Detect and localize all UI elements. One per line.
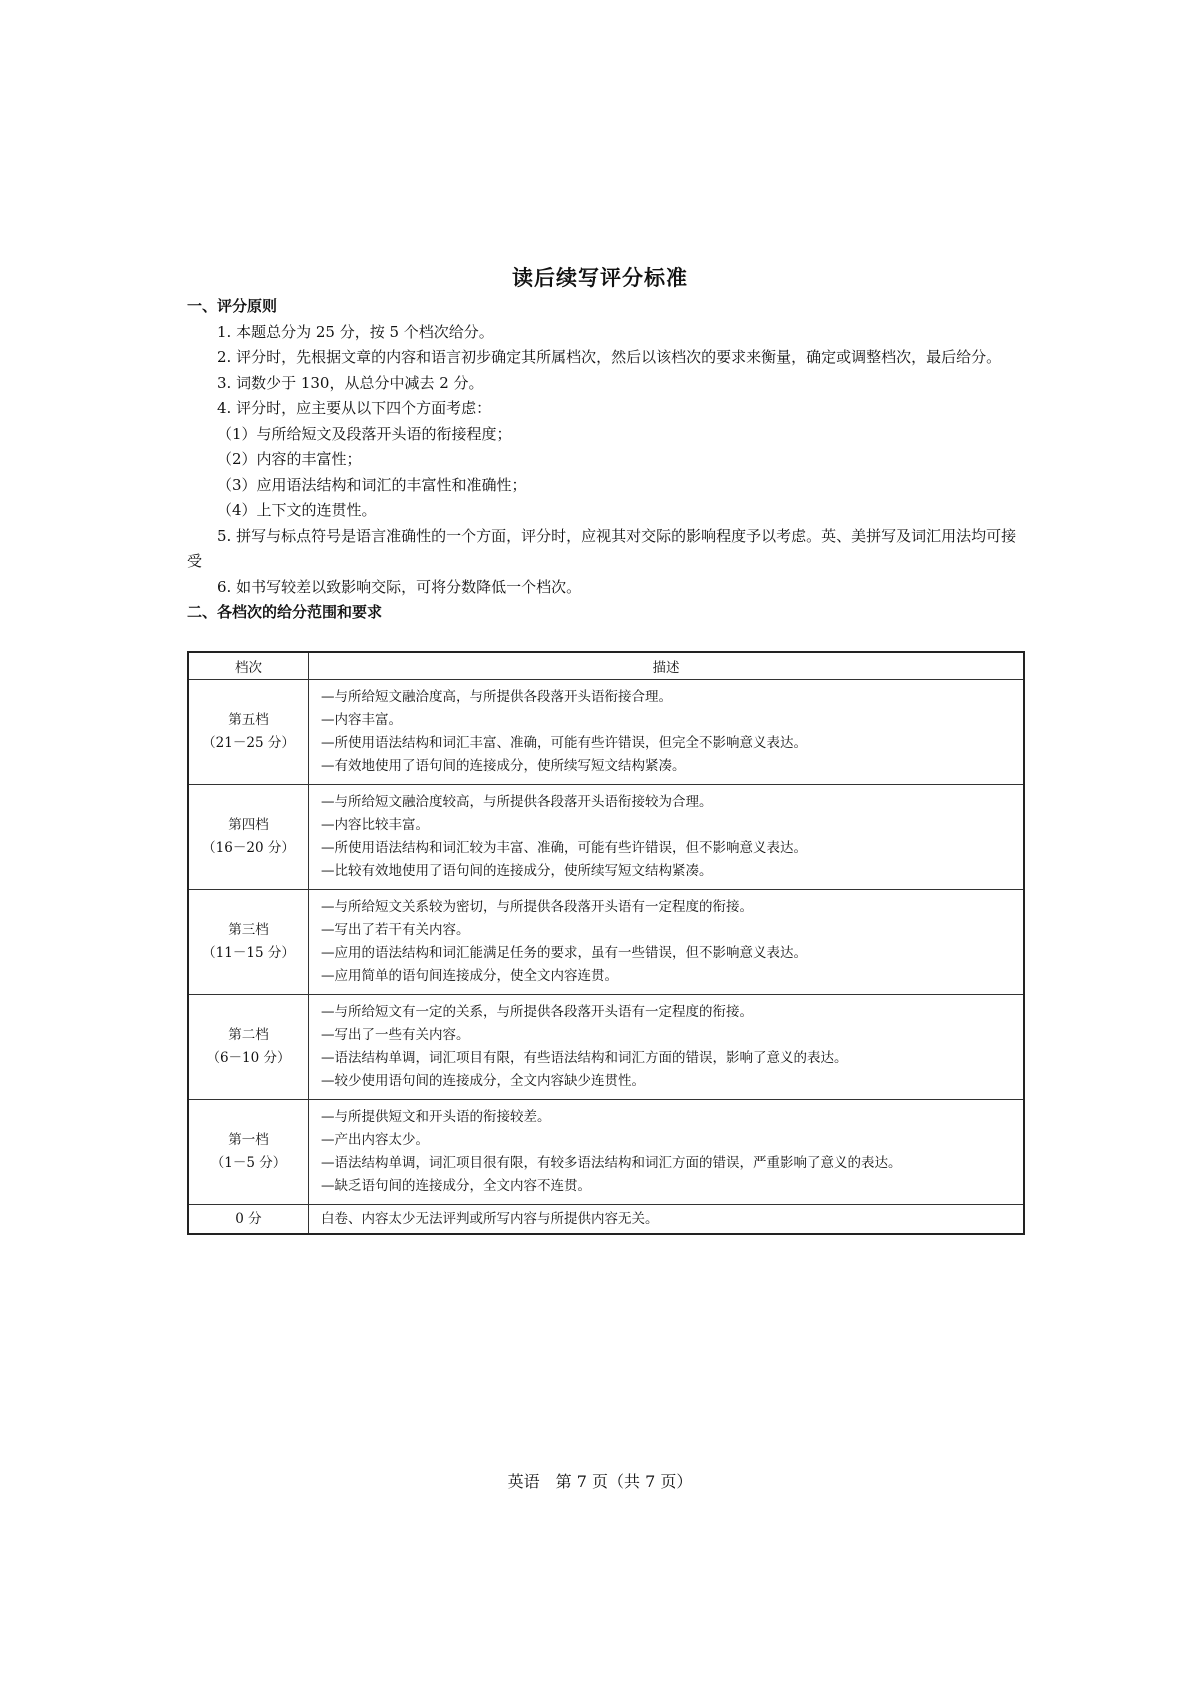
level-cell bbox=[188, 890, 309, 995]
level-range: （11－15 分） bbox=[202, 945, 295, 961]
principle-4-item-1: （1）与所给短文及段落开头语的衔接程度； bbox=[217, 424, 512, 443]
description-line: —写出了若干有关内容。 bbox=[321, 922, 470, 938]
description-line: —与所给短文融洽度高，与所提供各段落开头语衔接合理。 bbox=[321, 689, 672, 705]
level-name: 第二档 bbox=[228, 1027, 269, 1043]
principle-3: 3. 词数少于 130，从总分中减去 2 分。 bbox=[217, 373, 484, 392]
description-line: —与所给短文有一定的关系，与所提供各段落开头语有一定程度的衔接。 bbox=[321, 1004, 753, 1020]
principle-4-item-2: （2）内容的丰富性； bbox=[217, 450, 362, 468]
level-name-zero: 0 分 bbox=[188, 1205, 309, 1235]
level-cell bbox=[188, 785, 309, 890]
description-cell bbox=[309, 890, 1025, 995]
section-heading-levels: 二、各档次的给分范围和要求 bbox=[187, 603, 383, 621]
table-row bbox=[188, 890, 1024, 995]
level-range: （1－5 分） bbox=[210, 1155, 287, 1171]
principle-5: 5. 拼写与标点符号是语言准确性的一个方面，评分时，应视其对交际的影响程度予以考虑。英、美拼写及词汇用法均可接受 bbox=[187, 526, 1017, 570]
principle-1: 1. 本题总分为 25 分，按 5 个档次给分。 bbox=[217, 322, 494, 341]
table-row bbox=[188, 785, 1024, 890]
description-cell bbox=[309, 995, 1025, 1100]
description-line: —所使用语法结构和词汇较为丰富、准确，可能有些许错误，但不影响意义表达。 bbox=[321, 840, 807, 856]
principle-4-item-3: （3）应用语法结构和词汇的丰富性和准确性； bbox=[217, 475, 527, 494]
page-footer: 英语 第 7 页（共 7 页） bbox=[507, 1472, 693, 1491]
description-line: —较少使用语句间的连接成分，全文内容缺少连贯性。 bbox=[321, 1073, 645, 1089]
description-cell bbox=[309, 785, 1025, 890]
level-name: 第五档 bbox=[228, 712, 269, 728]
description-line: —内容丰富。 bbox=[321, 712, 402, 728]
description-line: —语法结构单调，词汇项目有限，有些语法结构和词汇方面的错误，影响了意义的表达。 bbox=[321, 1050, 848, 1066]
table-row bbox=[188, 1100, 1024, 1205]
description-line: —缺乏语句间的连接成分，全文内容不连贯。 bbox=[321, 1178, 591, 1194]
description-line: —应用简单的语句间连接成分，使全文内容连贯。 bbox=[321, 968, 618, 984]
table-row bbox=[188, 680, 1024, 785]
table-header-row bbox=[188, 652, 1024, 680]
description-line: —内容比较丰富。 bbox=[321, 817, 429, 833]
description-line: —与所给短文关系较为密切，与所提供各段落开头语有一定程度的衔接。 bbox=[321, 899, 753, 915]
scoring-table bbox=[187, 651, 1025, 1235]
description-line: —所使用语法结构和词汇丰富、准确，可能有些许错误，但完全不影响意义表达。 bbox=[321, 735, 807, 751]
description-cell bbox=[309, 680, 1025, 785]
level-name: 第一档 bbox=[228, 1132, 269, 1148]
level-name: 第四档 bbox=[228, 817, 269, 833]
principle-2: 2. 评分时，先根据文章的内容和语言初步确定其所属档次，然后以该档次的要求来衡量，确定或调整档次，最后给分。 bbox=[217, 348, 1002, 366]
scoring-principles bbox=[187, 294, 1025, 626]
description-cell bbox=[309, 1100, 1025, 1205]
level-range: （21－25 分） bbox=[202, 735, 295, 751]
description-line: —应用的语法结构和词汇能满足任务的要求，虽有一些错误，但不影响意义表达。 bbox=[321, 945, 807, 961]
column-header-description: 描述 bbox=[309, 652, 1025, 680]
principle-4-item-4: （4）上下文的连贯性。 bbox=[217, 501, 377, 519]
level-cell bbox=[188, 995, 309, 1100]
description-zero: 白卷、内容太少无法评判或所写内容与所提供内容无关。 bbox=[309, 1205, 1025, 1235]
section-heading-principles: 一、评分原则 bbox=[187, 297, 278, 315]
principle-6: 6. 如书写较差以致影响交际，可将分数降低一个档次。 bbox=[217, 577, 582, 596]
column-header-level: 档次 bbox=[188, 652, 309, 680]
description-line: —写出了一些有关内容。 bbox=[321, 1027, 470, 1043]
description-line: —有效地使用了语句间的连接成分，使所续写短文结构紧凑。 bbox=[321, 758, 686, 774]
description-line: —语法结构单调，词汇项目很有限，有较多语法结构和词汇方面的错误，严重影响了意义的表达。 bbox=[321, 1155, 902, 1171]
level-cell bbox=[188, 680, 309, 785]
description-line: —比较有效地使用了语句间的连接成分，使所续写短文结构紧凑。 bbox=[321, 863, 713, 879]
level-name: 第三档 bbox=[228, 922, 269, 938]
table-row bbox=[188, 995, 1024, 1100]
table-row-zero bbox=[188, 1205, 1024, 1235]
level-range: （6－10 分） bbox=[206, 1050, 291, 1066]
level-cell bbox=[188, 1100, 309, 1205]
page-title: 读后续写评分标准 bbox=[512, 266, 688, 290]
description-line: —与所给短文融洽度较高，与所提供各段落开头语衔接较为合理。 bbox=[321, 794, 713, 810]
level-range: （16－20 分） bbox=[202, 840, 295, 856]
description-line: —产出内容太少。 bbox=[321, 1132, 429, 1148]
principle-4: 4. 评分时，应主要从以下四个方面考虑： bbox=[217, 399, 492, 417]
description-line: —与所提供短文和开头语的衔接较差。 bbox=[321, 1109, 551, 1125]
